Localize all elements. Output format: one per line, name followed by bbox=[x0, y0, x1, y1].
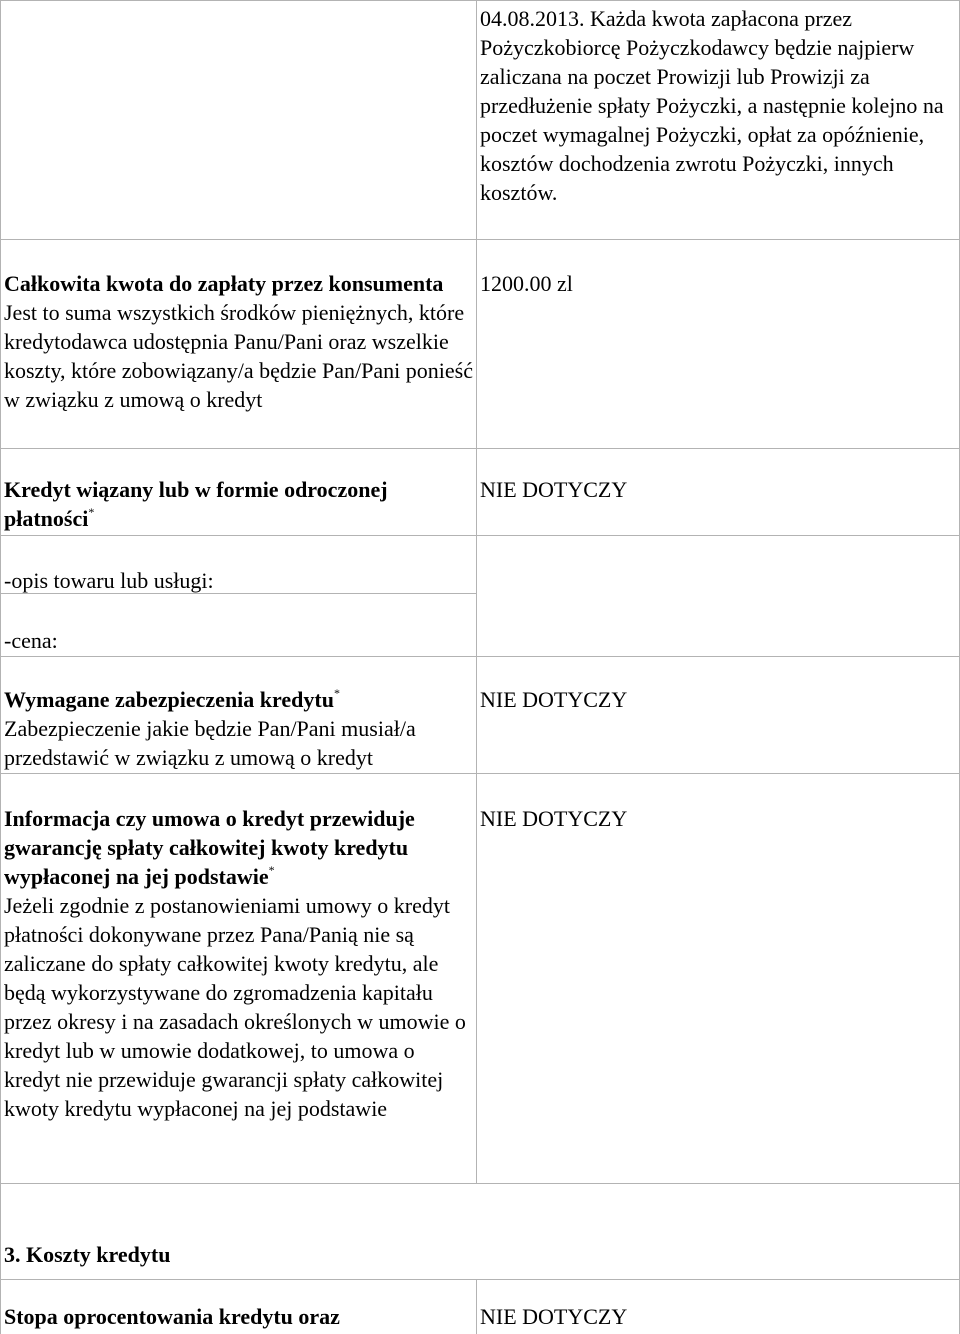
price-cell bbox=[4, 626, 474, 655]
linked-credit-value-cell bbox=[480, 475, 950, 504]
table-border-left bbox=[0, 0, 1, 1334]
total-amount-value: 1200.00 zl bbox=[480, 271, 573, 296]
interest-rate-value: NIE DOTYCZY bbox=[480, 1304, 628, 1329]
prev-row-value-cell bbox=[480, 4, 950, 207]
goods-description-cell bbox=[4, 566, 474, 595]
total-amount-description: Jest to suma wszystkich środków pieniężnych, które kredytodawca udostępnia Panu/Pani oraz wszelkie koszty, które zobowiązany/a będzie Pan/Pani ponieść w związku z umową o kredyt bbox=[4, 300, 473, 412]
row-divider bbox=[0, 535, 960, 536]
section-heading-cell bbox=[4, 1240, 944, 1269]
guarantee-label: Informacja czy umowa o kredyt przewiduje gwarancję spłaty całkowitej kwoty kredytu wypłaconej na jej podstawie bbox=[4, 806, 415, 889]
column-divider bbox=[476, 1279, 477, 1334]
guarantee-value: NIE DOTYCZY bbox=[480, 806, 628, 831]
total-amount-label: Całkowita kwota do zapłaty przez konsumenta bbox=[4, 271, 444, 296]
column-divider bbox=[476, 0, 477, 1183]
total-amount-label-cell bbox=[4, 269, 474, 414]
guarantee-label-cell bbox=[4, 804, 474, 1123]
prev-row-value: 04.08.2013. Każda kwota zapłacona przez Pożyczkobiorcę Pożyczkodawcy będzie najpierw zaliczana na poczet Prowizji lub Prowizji za przedłużenie spłaty Pożyczki, a następnie kolejno na poczet wymagalnej Pożyczki, opłat za opóźnienie, kosztów dochodzenia zwrotu Pożyczki, innych kosztów. bbox=[480, 6, 944, 205]
table-border-top bbox=[0, 0, 960, 1]
total-amount-value-cell bbox=[480, 269, 950, 298]
guarantee-description: Jeżeli zgodnie z postanowieniami umowy o kredyt płatności dokonywane przez Pana/Panią nie są zaliczane do spłaty całkowitej kwoty kredytu, ale będą wykorzystywane do zgromadzenia kapitału przez okresy i na zasadach określonych w umowie o kredyt lub w umowie dodatkowej, to umowa o kredyt nie przewiduje gwarancji spłaty całkowitej kwoty kredytu wypłaconej na jej podstawie bbox=[4, 893, 466, 1121]
row-divider bbox=[0, 773, 960, 774]
row-divider bbox=[0, 1183, 960, 1184]
security-description: Zabezpieczenie jakie będzie Pan/Pani musiał/a przedstawić w związku z umową o kredyt bbox=[4, 716, 416, 770]
price-label: -cena: bbox=[4, 628, 58, 653]
guarantee-asterisk: * bbox=[268, 862, 275, 877]
linked-credit-label-cell bbox=[4, 475, 474, 533]
linked-credit-value: NIE DOTYCZY bbox=[480, 477, 628, 502]
interest-rate-label: Stopa oprocentowania kredytu oraz bbox=[4, 1304, 340, 1329]
guarantee-value-cell bbox=[480, 804, 950, 833]
linked-credit-label: Kredyt wiązany lub w formie odroczonej płatności bbox=[4, 477, 388, 531]
security-value-cell bbox=[480, 685, 950, 714]
security-asterisk: * bbox=[333, 685, 340, 700]
row-divider bbox=[0, 1279, 960, 1280]
interest-rate-label-cell bbox=[4, 1302, 474, 1331]
row-divider bbox=[0, 239, 960, 240]
security-label-cell bbox=[4, 685, 474, 772]
security-value: NIE DOTYCZY bbox=[480, 687, 628, 712]
goods-description-label: -opis towaru lub usługi: bbox=[4, 568, 214, 593]
interest-rate-value-cell bbox=[480, 1302, 950, 1331]
row-divider bbox=[0, 656, 960, 657]
section-heading: 3. Koszty kredytu bbox=[4, 1242, 171, 1267]
row-divider bbox=[0, 448, 960, 449]
linked-credit-asterisk: * bbox=[88, 504, 95, 519]
security-label: Wymagane zabezpieczenia kredytu bbox=[4, 687, 334, 712]
